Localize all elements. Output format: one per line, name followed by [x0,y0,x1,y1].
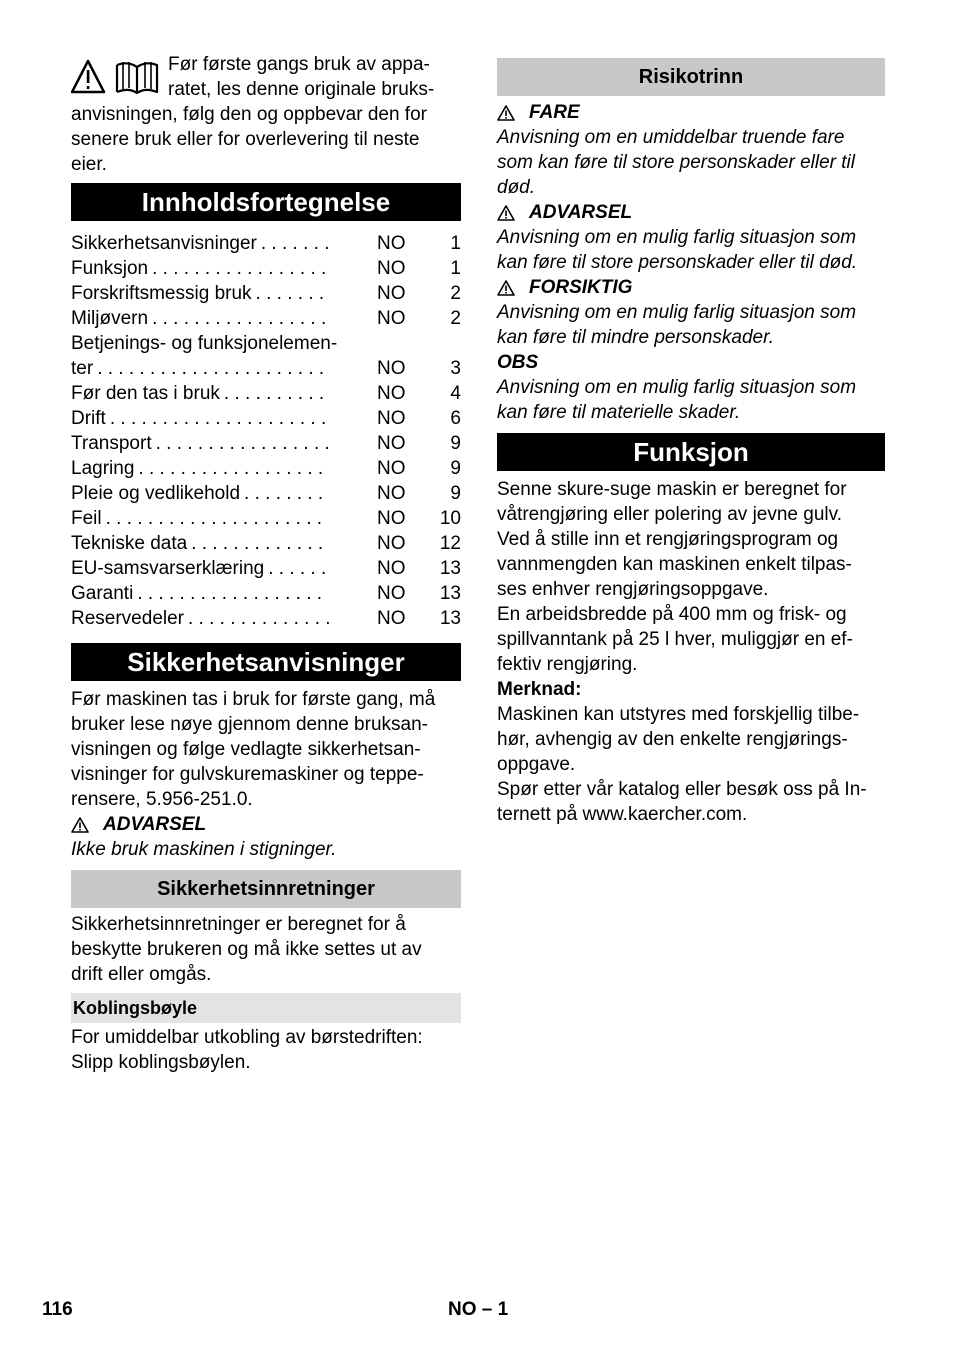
toc-entry-dots: . . . . . . . [255,283,325,304]
risk-level-label: FARE [529,102,580,123]
toc-entry-page: 13 [439,583,461,604]
toc-entry-page: 3 [450,358,461,379]
text-line: Spør etter vår katalog eller besøk oss på In- [497,779,867,800]
toc-entry[interactable] [71,431,461,456]
toc-entry[interactable] [71,281,461,306]
safety-body [71,687,461,862]
text-line: våtrengjøring eller polering av jevne gulv. [497,504,842,525]
toc-entry-dots: . . . . . . . . . . [223,383,325,404]
text-line: En arbeidsbredde på 400 mm og frisk- og [497,604,847,625]
toc-entry-lang: NO [377,458,406,479]
toc-entry[interactable] [71,356,461,381]
section-marker: NO – 1 [448,1299,509,1320]
toc-entry-dots: . . . . . . . . . . . . . . . . . . [138,458,324,479]
toc-entry-page: 13 [439,558,461,579]
toc-entry-label: Før den tas i bruk [71,383,220,404]
toc-entry[interactable] [71,456,461,481]
toc-entry-label: Lagring [71,458,135,479]
toc-entry-page: 2 [450,283,461,304]
risk-level-heading [497,200,885,225]
toc-entry-page: 9 [450,458,461,479]
toc-entry-page: 1 [450,233,461,254]
toc-entry-dots: . . . . . . . . . . . . . . . . . [155,433,330,454]
toc-entry[interactable] [71,381,461,406]
toc-entry-dots: . . . . . . . [260,233,330,254]
text-line: Ved å stille inn et rengjøringsprogram og [497,529,839,550]
text-line: Senne skure-suge maskin er beregnet for [497,479,847,500]
text-line: hør, avhengig av den enkelte rengjørings- [497,729,848,750]
risk-level-label: FORSIKTIG [529,277,633,298]
toc-entry[interactable] [71,231,461,256]
switch-heading: Koblingsbøyle [71,993,461,1023]
toc-entry-lang: NO [377,383,406,404]
toc-entry-label: Tekniske data [71,533,188,554]
risk-level-heading [497,350,885,375]
toc-entry-title [71,481,371,506]
toc-entry-title [71,431,371,456]
toc-entry-label: Forskriftsmessig bruk [71,283,252,304]
risk-heading: Risikotrinn [497,58,885,96]
left-column [71,52,461,1075]
toc-entry-dots: . . . . . . . . . . . . . . . . . [152,308,327,329]
risk-level-text: kan føre til materielle skader. [497,402,741,423]
toc-entry[interactable] [71,406,461,431]
toc-entry-label: Garanti [71,583,134,604]
toc-entry-page: 10 [439,508,461,529]
risk-level-text: Anvisning om en mulig farlig situasjon som [497,377,857,398]
toc-entry-label: Feil [71,508,102,529]
toc-entry-lang: NO [377,283,406,304]
risk-level-text: død. [497,177,536,198]
text-line: Maskinen kan utstyres med forskjellig tilbe- [497,704,860,725]
risk-level-text: Anvisning om en mulig farlig situasjon som [497,227,857,248]
toc-entry-dots: . . . . . . . . . . . . . . [188,608,331,629]
page-number: 116 [42,1299,73,1320]
toc-entry[interactable] [71,581,461,606]
risk-level-text: som kan føre til store personskader eller til [497,152,855,173]
risk-level-heading [497,275,885,300]
toc-entry[interactable] [71,531,461,556]
toc-entry-label: EU-samsvarserklæring [71,558,265,579]
note-label: Merknad: [497,679,582,700]
text-line: Slipp koblingsbøylen. [71,1052,251,1073]
risk-level-text: Anvisning om en umiddelbar truende fare [497,127,845,148]
text-line: vannmengden kan maskinen enkelt tilpas- [497,554,852,575]
toc-entry-title [71,456,371,481]
warning-text: Ikke bruk maskinen i stigninger. [71,839,337,860]
risk-level-text: kan føre til store personskader eller til død. [497,252,858,273]
toc-entry[interactable] [71,481,461,506]
intro-line: eier. [71,154,107,175]
toc-entry-label: Betjenings- og funksjonelemen- [71,333,338,354]
toc-entry-label: ter [71,358,94,379]
warning-triangle-icon [497,105,515,121]
warning-triangle-icon [497,280,515,296]
toc-entry-page: 1 [450,258,461,279]
risk-level-heading [497,100,885,125]
intro-block [71,52,461,177]
toc-entry-lang: NO [377,558,406,579]
toc-entry[interactable] [71,256,461,281]
intro-line: Før første gangs bruk av appa- [168,54,430,75]
text-line: oppgave. [497,754,576,775]
text-line: Sikkerhetsinnretninger er beregnet for å [71,914,406,935]
devices-body [71,912,461,987]
toc-entry-page: 6 [450,408,461,429]
toc-entry-label: Miljøvern [71,308,149,329]
toc-entry-title [71,306,371,331]
right-column [497,58,885,827]
risk-level-text: kan føre til mindre personskader. [497,327,775,348]
toc-heading: Innholdsfortegnelse [71,183,461,221]
text-line: beskytte brukeren og må ikke settes ut av [71,939,422,960]
toc-entry[interactable] [71,306,461,331]
toc-entry-label: Pleie og vedlikehold [71,483,241,504]
intro-line: ratet, les denne originale bruks- [168,79,435,100]
intro-line: senere bruk eller for overlevering til neste [71,129,420,150]
table-of-contents [71,231,461,631]
toc-entry[interactable] [71,556,461,581]
toc-entry-page: 13 [439,608,461,629]
toc-entry-lang: NO [377,483,406,504]
warning-manual-icon [71,59,161,95]
toc-entry-dots: . . . . . . . . . . . . . [191,533,324,554]
warning-triangle-icon [71,817,89,833]
toc-entry[interactable] [71,506,461,531]
toc-entry-dots: . . . . . . . . . . . . . . . . . . . . . [105,508,323,529]
toc-entry-label: Transport [71,433,152,454]
safety-heading: Sikkerhetsanvisninger [71,643,461,681]
warning-heading [71,812,461,837]
toc-entry-dots: . . . . . . . . . . . . . . . . . . . . . [109,408,327,429]
text-line: drift eller omgås. [71,964,212,985]
toc-entry-page: 4 [450,383,461,404]
text-line: ses enhver rengjøringsoppgave. [497,579,769,600]
toc-entry-title [71,506,371,531]
toc-entry-title [71,331,371,356]
toc-entry-label: Reservedeler [71,608,184,629]
toc-entry-dots: . . . . . . . . . . . . . . . . . . . . . . [97,358,325,379]
toc-entry-title [71,281,371,306]
toc-entry-label: Sikkerhetsanvisninger [71,233,257,254]
text-line: ternett på www.kaercher.com. [497,804,748,825]
text-line: Før maskinen tas i bruk for første gang, må [71,689,436,710]
toc-entry-lang: NO [377,258,406,279]
warning-label: ADVARSEL [103,814,207,835]
risk-level-label: ADVARSEL [529,202,633,223]
toc-entry-title [71,356,371,381]
toc-entry-title [71,606,371,631]
toc-entry-title [71,231,371,256]
toc-entry-lang: NO [377,583,406,604]
toc-entry-lang: NO [377,508,406,529]
toc-entry-lang: NO [377,433,406,454]
function-heading: Funksjon [497,433,885,471]
toc-entry-page: 9 [450,433,461,454]
toc-entry-title [71,406,371,431]
toc-entry-page: 12 [439,533,461,554]
risk-level-label: OBS [497,352,539,373]
text-line: bruker lese nøye gjennom denne bruksan- [71,714,428,735]
function-body [497,477,885,827]
text-line: spillvanntank på 25 l hver, muliggjør en ef- [497,629,853,650]
toc-entry-lang: NO [377,233,406,254]
toc-entry-page: 2 [450,308,461,329]
toc-entry-lang: NO [377,608,406,629]
toc-entry-page: 9 [450,483,461,504]
intro-line: anvisningen, følg den og oppbevar den for [71,104,427,125]
text-line: visningen og følge vedlagte sikkerhetsan- [71,739,421,760]
toc-entry-lang: NO [377,533,406,554]
toc-entry-lang: NO [377,358,406,379]
toc-entry[interactable] [71,606,461,631]
toc-entry-dots: . . . . . . . . . . . . . . . . . [152,258,327,279]
text-line: fektiv rengjøring. [497,654,638,675]
toc-entry-lang: NO [377,308,406,329]
text-line: visninger for gulvskuremaskiner og teppe- [71,764,424,785]
toc-entry-label: Funksjon [71,258,149,279]
devices-heading: Sikkerhetsinnretninger [71,870,461,908]
text-line: For umiddelbar utkobling av børstedriften: [71,1027,423,1048]
toc-entry-title [71,381,371,406]
switch-body [71,1025,461,1075]
toc-entry-dots: . . . . . . . . [244,483,324,504]
toc-entry-title [71,556,371,581]
text-line: rensere, 5.956-251.0. [71,789,253,810]
toc-entry-dots: . . . . . . [268,558,327,579]
toc-entry-title [71,256,371,281]
warning-triangle-icon [497,205,515,221]
toc-entry-title [71,581,371,606]
toc-entry-lang: NO [377,408,406,429]
toc-entry-label: Drift [71,408,106,429]
toc-entry-title [71,531,371,556]
risk-levels [497,100,885,425]
risk-level-text: Anvisning om en mulig farlig situasjon som [497,302,857,323]
toc-entry[interactable] [71,331,461,356]
toc-entry-dots: . . . . . . . . . . . . . . . . . . [137,583,323,604]
